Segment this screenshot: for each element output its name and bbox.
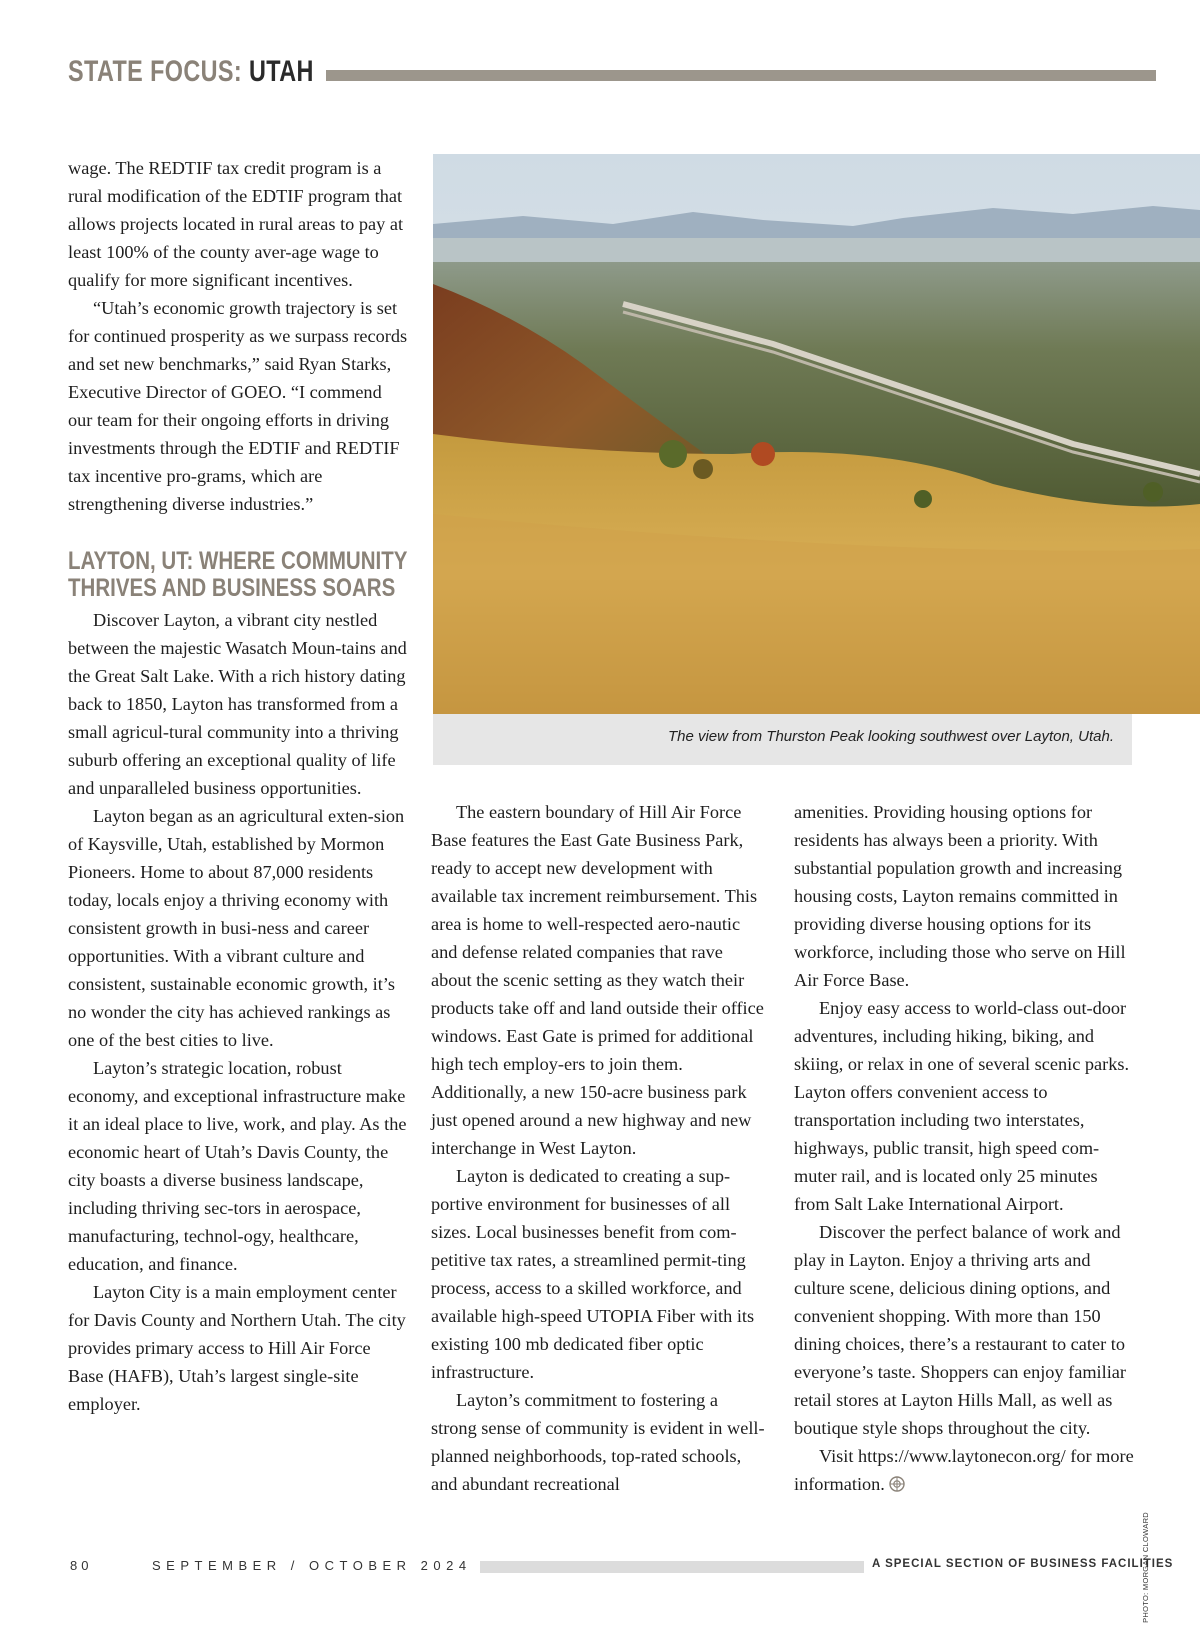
- photo-caption: The view from Thurston Peak looking southwest over Layton, Utah.: [667, 728, 1114, 745]
- photo-credit-text: PHOTO: MORGAN CLOWARD: [1141, 1512, 1150, 1623]
- paragraph: Layton’s strategic location, robust economy, and exceptional infrastructure make it an ideal place to live, work, and play. As the economic heart of Utah’s Davis County, the city boasts a diverse business landscape, including thriving sec-tors in aerospace, manufacturing, technol-ogy, healthcare, education, and finance.: [68, 1058, 407, 1274]
- paragraph: Layton’s commitment to fostering a strong sense of community is evident in well-planned neighborhoods, top-rated schools, and abundant recreational: [431, 1390, 765, 1494]
- landscape-illustration: [433, 154, 1200, 714]
- photo-credit: [1141, 1512, 1150, 1623]
- paragraph: Discover Layton, a vibrant city nestled between the majestic Wasatch Moun-tains and the Great Salt Lake. With a rich history dating back to 1850, Layton has transformed from a small agricul-tural community into a thriving suburb offering an exceptional quality of life and unparalleled business opportunities.: [68, 610, 407, 798]
- column-3: [794, 798, 1134, 1498]
- end-of-article-icon: [889, 1476, 905, 1492]
- footer-rule: [480, 1561, 864, 1573]
- page-number: 80: [70, 1558, 93, 1573]
- column-1: [68, 154, 408, 1418]
- paragraph: Layton began as an agricultural exten-sion of Kaysville, Utah, established by Mormon Pioneers. Home to about 87,000 residents today, locals enjoy a thriving economy with consistent growth in busi-ness and career opportunities. With a vibrant culture and consistent, sustainable economic growth, it’s no wonder the city has achieved rankings as one of the best cities to live.: [68, 806, 405, 1050]
- photo-caption-bar: [433, 714, 1132, 765]
- paragraph: [794, 1442, 1134, 1498]
- paragraph: Layton is dedicated to creating a sup-portive environment for businesses of all sizes. Local businesses benefit from com-petitive tax rates, a streamlined permit-ting process, access to a skilled workforce, and available high-speed UTOPIA Fiber with its existing 100 mb dedicated fiber optic infrastructure.: [431, 1166, 755, 1382]
- paragraph: amenities. Providing housing options for residents has always been a priority. With substantial population growth and increasing housing costs, Layton remains committed in providing diverse housing options for its workforce, including those who serve on Hill Air Force Base.: [794, 802, 1126, 990]
- landscape-photo: [433, 154, 1200, 714]
- section-label: STATE FOCUS:: [68, 55, 243, 88]
- article-subhead: LAYTON, UT: WHERE COMMUNITY THRIVES AND BUSINESS SOARS: [68, 547, 408, 602]
- issue-date: SEPTEMBER / OCTOBER 2024: [152, 1558, 472, 1573]
- column-2: [431, 798, 767, 1498]
- header-rule: [326, 70, 1156, 81]
- section-name: A SPECIAL SECTION OF BUSINESS FACILITIES: [872, 1558, 1174, 1570]
- paragraph: The eastern boundary of Hill Air Force Base features the East Gate Business Park, ready to accept new development with available tax increment reimbursement. This area is home to well-respected aero-nautic and defense related companies that rave about the scenic setting as they watch their products take off and land outside their office windows. East Gate is primed for additional high tech employ-ers to join them. Additionally, a new 150-acre business park just opened around a new highway and new interchange in West Layton.: [431, 802, 764, 1158]
- paragraph: wage. The REDTIF tax credit program is a rural modification of the EDTIF program that allows projects located in rural areas to pay at least 100% of the county aver-age wage to qualify for more significant incentives.: [68, 158, 404, 290]
- paragraph: Layton City is a main employment center for Davis County and Northern Utah. The city provides primary access to Hill Air Force Base (HAFB), Utah’s largest single-site employer.: [68, 1282, 406, 1414]
- paragraph: Enjoy easy access to world-class out-door adventures, including hiking, biking, and skiing, or relax in one of several scenic parks. Layton offers convenient access to transportation including two interstates, highways, public transit, high speed com-muter rail, and is located only 25 minutes from Salt Lake International Airport.: [794, 998, 1130, 1214]
- paragraph: “Utah’s economic growth trajectory is set for continued prosperity as we surpass records and set new benchmarks,” said Ryan Starks, Executive Director of GOEO. “I commend our team for their ongoing efforts in driving investments through the EDTIF and REDTIF tax incentive pro-grams, which are strengthening diverse industries.”: [68, 298, 408, 514]
- paragraph: Discover the perfect balance of work and play in Layton. Enjoy a thriving arts and culture scene, delicious dining options, and convenient shopping. With more than 150 dining choices, there’s a restaurant to cater to everyone’s taste. Shoppers can enjoy familiar retail stores at Layton Hills Mall, as well as boutique style shops throughout the city.: [794, 1222, 1126, 1438]
- closing-paragraph-text: Visit https://www.laytonecon.org/ for more information.: [794, 1446, 1134, 1494]
- section-header-label: [68, 55, 314, 89]
- state-name: UTAH: [249, 55, 314, 88]
